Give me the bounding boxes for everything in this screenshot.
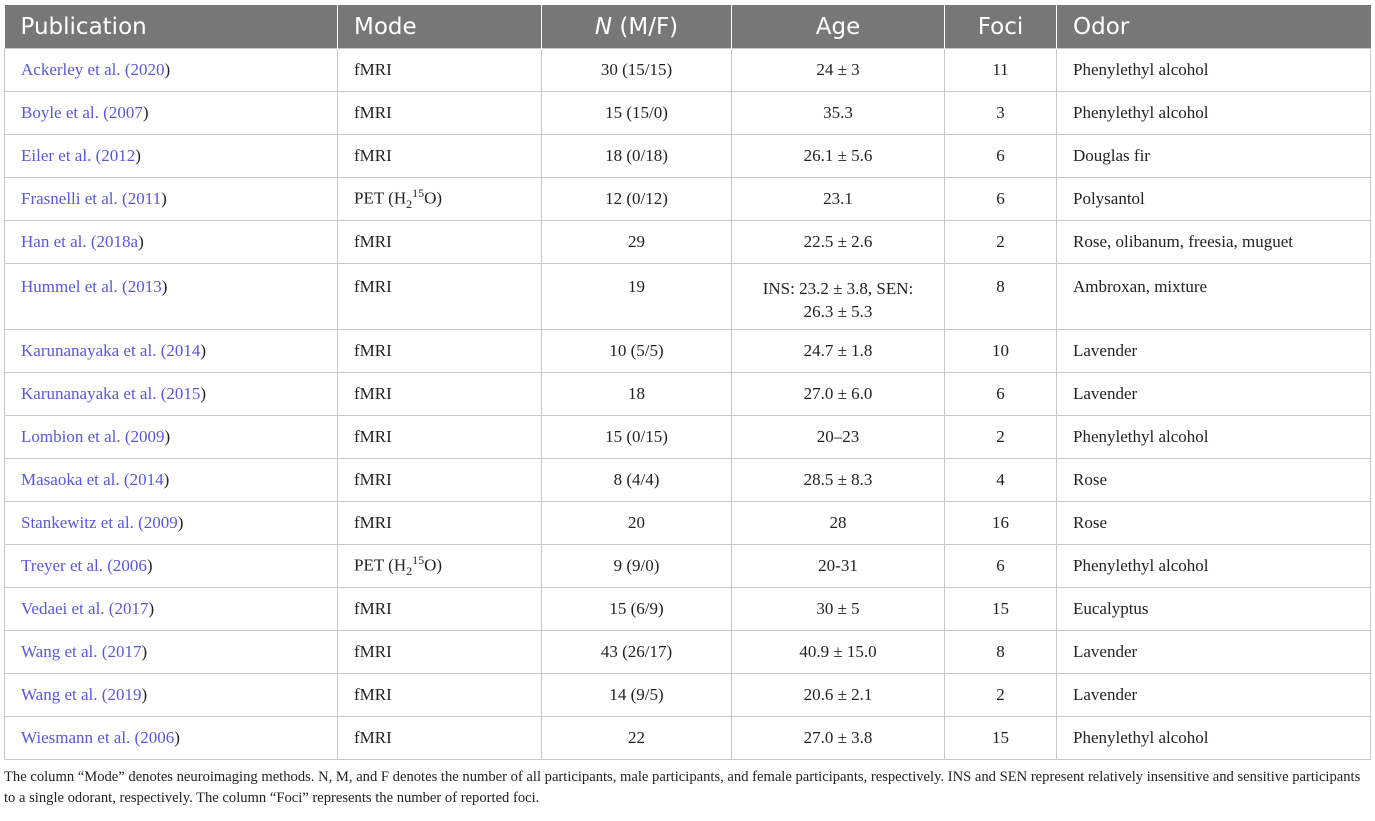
year-link[interactable]: 2014 <box>166 341 201 360</box>
citation-close: ) <box>164 60 171 79</box>
cell-publication <box>5 502 338 545</box>
citation-close: ) <box>200 341 207 360</box>
year-link[interactable]: 2007 <box>108 103 143 122</box>
citation-close: ) <box>141 685 148 704</box>
author-link[interactable]: Treyer et al. ( <box>21 556 113 575</box>
table-row <box>5 92 1371 135</box>
cell-mode: fMRI <box>338 717 542 760</box>
cell-foci: 15 <box>945 588 1057 631</box>
year-link[interactable]: 2017 <box>114 599 149 618</box>
studies-table <box>4 5 1371 760</box>
citation-close: ) <box>200 384 207 403</box>
header-odor: Odor <box>1057 5 1371 49</box>
cell-odor: Lavender <box>1057 330 1371 373</box>
cell-foci: 4 <box>945 459 1057 502</box>
citation-close: ) <box>135 146 141 165</box>
cell-age: 20–23 <box>732 416 945 459</box>
cell-n: 19 <box>542 264 732 330</box>
cell-age: 27.0 ± 3.8 <box>732 717 945 760</box>
cell-n: 29 <box>542 221 732 264</box>
cell-odor: Lavender <box>1057 674 1371 717</box>
table-row <box>5 502 1371 545</box>
header-n <box>542 5 732 49</box>
citation-close: ) <box>163 470 170 489</box>
year-link[interactable]: 2006 <box>112 556 147 575</box>
cell-odor: Lavender <box>1057 631 1371 674</box>
cell-foci: 2 <box>945 221 1057 264</box>
mode-text: PET (H <box>354 555 407 575</box>
author-link[interactable]: Masaoka et al. ( <box>21 470 130 489</box>
table-header <box>5 5 1371 49</box>
table-row <box>5 459 1371 502</box>
cell-publication <box>5 459 338 502</box>
cell-odor: Rose <box>1057 459 1371 502</box>
table-row <box>5 49 1371 92</box>
year-link[interactable]: 2015 <box>166 384 201 403</box>
mode-superscript: 15 <box>412 552 425 567</box>
cell-mode: fMRI <box>338 588 542 631</box>
cell-n: 15 (15/0) <box>542 92 732 135</box>
cell-n: 12 (0/12) <box>542 178 732 221</box>
table-row <box>5 264 1371 330</box>
cell-publication <box>5 373 338 416</box>
cell-publication <box>5 674 338 717</box>
cell-age: 20.6 ± 2.1 <box>732 674 945 717</box>
citation-close: ) <box>161 189 167 208</box>
cell-foci: 2 <box>945 416 1057 459</box>
cell-n: 15 (6/9) <box>542 588 732 631</box>
mode-text-end: O) <box>424 555 443 575</box>
cell-odor: Phenylethyl alcohol <box>1057 92 1371 135</box>
cell-n: 43 (26/17) <box>542 631 732 674</box>
author-link[interactable]: Hummel et al. ( <box>21 277 128 296</box>
cell-n: 15 (0/15) <box>542 416 732 459</box>
cell-publication <box>5 717 338 760</box>
cell-mode: fMRI <box>338 49 542 92</box>
cell-odor: Phenylethyl alcohol <box>1057 416 1371 459</box>
cell-age <box>732 264 945 330</box>
cell-foci: 6 <box>945 135 1057 178</box>
cell-foci: 6 <box>945 178 1057 221</box>
cell-age: 20-31 <box>732 545 945 588</box>
cell-mode <box>338 545 542 588</box>
table-row <box>5 373 1371 416</box>
table-footnote: The column “Mode” denotes neuroimaging methods. N, M, and F denotes the number of all participants, male participants, and female participants, respectively. INS and SEN represent relatively insensitive and sensitive participants to a single odorant, respectively. The column “Foci” represents the number of reported foci. <box>4 769 1361 806</box>
cell-foci: 16 <box>945 502 1057 545</box>
cell-age: 30 ± 5 <box>732 588 945 631</box>
age-line-2: 26.3 ± 5.3 <box>803 302 873 321</box>
table-row <box>5 416 1371 459</box>
cell-n: 8 (4/4) <box>542 459 732 502</box>
table-container <box>4 5 1370 809</box>
cell-publication <box>5 49 338 92</box>
cell-n: 18 (0/18) <box>542 135 732 178</box>
author-link[interactable]: Wang et al. ( <box>21 642 108 661</box>
cell-n: 22 <box>542 717 732 760</box>
cell-mode <box>338 178 542 221</box>
year-link[interactable]: 2011 <box>127 189 162 208</box>
cell-mode: fMRI <box>338 416 542 459</box>
year-link[interactable]: 2006 <box>140 728 175 747</box>
cell-publication <box>5 264 338 330</box>
mode-text: PET (H <box>354 188 407 208</box>
cell-foci: 2 <box>945 674 1057 717</box>
cell-age: 24 ± 3 <box>732 49 945 92</box>
age-line-1: INS: 23.2 ± 3.8, SEN: <box>762 279 914 298</box>
header-age: Age <box>732 5 945 49</box>
year-link[interactable]: 2020 <box>130 60 165 79</box>
author-link[interactable]: Boyle et al. ( <box>21 103 109 122</box>
cell-odor: Phenylethyl alcohol <box>1057 49 1371 92</box>
cell-publication <box>5 92 338 135</box>
citation-close: ) <box>174 728 180 747</box>
header-mode: Mode <box>338 5 542 49</box>
mode-subscript: 2 <box>406 197 413 212</box>
author-link[interactable]: Wang et al. ( <box>21 685 108 704</box>
cell-odor: Eucalyptus <box>1057 588 1371 631</box>
table-row <box>5 545 1371 588</box>
citation-close: ) <box>141 642 148 661</box>
cell-odor: Rose, olibanum, freesia, muguet <box>1057 221 1371 264</box>
table-row <box>5 221 1371 264</box>
table-row <box>5 717 1371 760</box>
cell-foci: 8 <box>945 264 1057 330</box>
citation-close: ) <box>146 556 153 575</box>
cell-mode: fMRI <box>338 264 542 330</box>
header-n-rest: (M/F) <box>612 13 679 40</box>
year-link[interactable]: 2014 <box>129 470 164 489</box>
table-row <box>5 631 1371 674</box>
table-row <box>5 674 1371 717</box>
header-foci: Foci <box>945 5 1057 49</box>
author-link[interactable]: Karunanayaka et al. ( <box>21 384 167 403</box>
mode-superscript: 15 <box>412 185 425 200</box>
cell-odor: Phenylethyl alcohol <box>1057 717 1371 760</box>
cell-foci: 10 <box>945 330 1057 373</box>
cell-age: 22.5 ± 2.6 <box>732 221 945 264</box>
cell-mode: fMRI <box>338 674 542 717</box>
mode-text-end: O) <box>424 188 443 208</box>
table-row <box>5 135 1371 178</box>
cell-mode: fMRI <box>338 631 542 674</box>
cell-mode: fMRI <box>338 330 542 373</box>
cell-odor: Rose <box>1057 502 1371 545</box>
citation-close: ) <box>138 232 144 251</box>
table-row <box>5 178 1371 221</box>
cell-foci: 15 <box>945 717 1057 760</box>
cell-age: 28 <box>732 502 945 545</box>
citation-close: ) <box>177 513 184 532</box>
citation-close: ) <box>164 427 171 446</box>
table-row <box>5 588 1371 631</box>
cell-mode: fMRI <box>338 135 542 178</box>
year-link[interactable]: 2009 <box>143 513 178 532</box>
author-link[interactable]: Han et al. ( <box>21 232 97 251</box>
author-link[interactable]: Vedaei et al. ( <box>21 599 115 618</box>
cell-publication <box>5 221 338 264</box>
cell-n: 18 <box>542 373 732 416</box>
cell-odor: Lavender <box>1057 373 1371 416</box>
author-link[interactable]: Karunanayaka et al. ( <box>21 341 167 360</box>
cell-publication <box>5 545 338 588</box>
year-link[interactable]: 2019 <box>107 685 142 704</box>
author-link[interactable]: Lombion et al. ( <box>21 427 131 446</box>
cell-mode: fMRI <box>338 92 542 135</box>
cell-n: 20 <box>542 502 732 545</box>
cell-mode: fMRI <box>338 459 542 502</box>
cell-age: 28.5 ± 8.3 <box>732 459 945 502</box>
header-n-italic: N <box>594 13 613 40</box>
citation-close: ) <box>142 103 149 122</box>
cell-odor: Douglas fir <box>1057 135 1371 178</box>
cell-n: 10 (5/5) <box>542 330 732 373</box>
cell-age: 40.9 ± 15.0 <box>732 631 945 674</box>
header-publication: Publication <box>5 5 338 49</box>
year-link[interactable]: 2009 <box>130 427 165 446</box>
cell-publication <box>5 178 338 221</box>
cell-publication <box>5 631 338 674</box>
cell-age: 26.1 ± 5.6 <box>732 135 945 178</box>
author-link[interactable]: Frasnelli et al. ( <box>21 189 128 208</box>
author-link[interactable]: Ackerley et al. ( <box>21 60 131 79</box>
cell-publication <box>5 588 338 631</box>
cell-mode: fMRI <box>338 502 542 545</box>
year-link[interactable]: 2013 <box>127 277 162 296</box>
mode-subscript: 2 <box>406 564 413 579</box>
cell-n: 30 (15/15) <box>542 49 732 92</box>
cell-odor: Polysantol <box>1057 178 1371 221</box>
citation-close: ) <box>148 599 155 618</box>
cell-age: 27.0 ± 6.0 <box>732 373 945 416</box>
cell-odor: Ambroxan, mixture <box>1057 264 1371 330</box>
cell-publication <box>5 330 338 373</box>
table-body <box>5 49 1371 760</box>
cell-age: 23.1 <box>732 178 945 221</box>
cell-mode: fMRI <box>338 221 542 264</box>
cell-mode: fMRI <box>338 373 542 416</box>
cell-odor: Phenylethyl alcohol <box>1057 545 1371 588</box>
cell-age: 24.7 ± 1.8 <box>732 330 945 373</box>
cell-publication <box>5 416 338 459</box>
cell-foci: 3 <box>945 92 1057 135</box>
cell-foci: 6 <box>945 545 1057 588</box>
cell-foci: 8 <box>945 631 1057 674</box>
year-link[interactable]: 2012 <box>101 146 136 165</box>
year-link[interactable]: 2018a <box>96 232 139 251</box>
cell-foci: 6 <box>945 373 1057 416</box>
author-link[interactable]: Wiesmann et al. ( <box>21 728 141 747</box>
year-link[interactable]: 2017 <box>107 642 142 661</box>
table-row <box>5 330 1371 373</box>
cell-age: 35.3 <box>732 92 945 135</box>
cell-n: 9 (9/0) <box>542 545 732 588</box>
cell-n: 14 (9/5) <box>542 674 732 717</box>
cell-publication <box>5 135 338 178</box>
citation-close: ) <box>161 277 168 296</box>
cell-foci: 11 <box>945 49 1057 92</box>
author-link[interactable]: Stankewitz et al. ( <box>21 513 144 532</box>
author-link[interactable]: Eiler et al. ( <box>21 146 102 165</box>
